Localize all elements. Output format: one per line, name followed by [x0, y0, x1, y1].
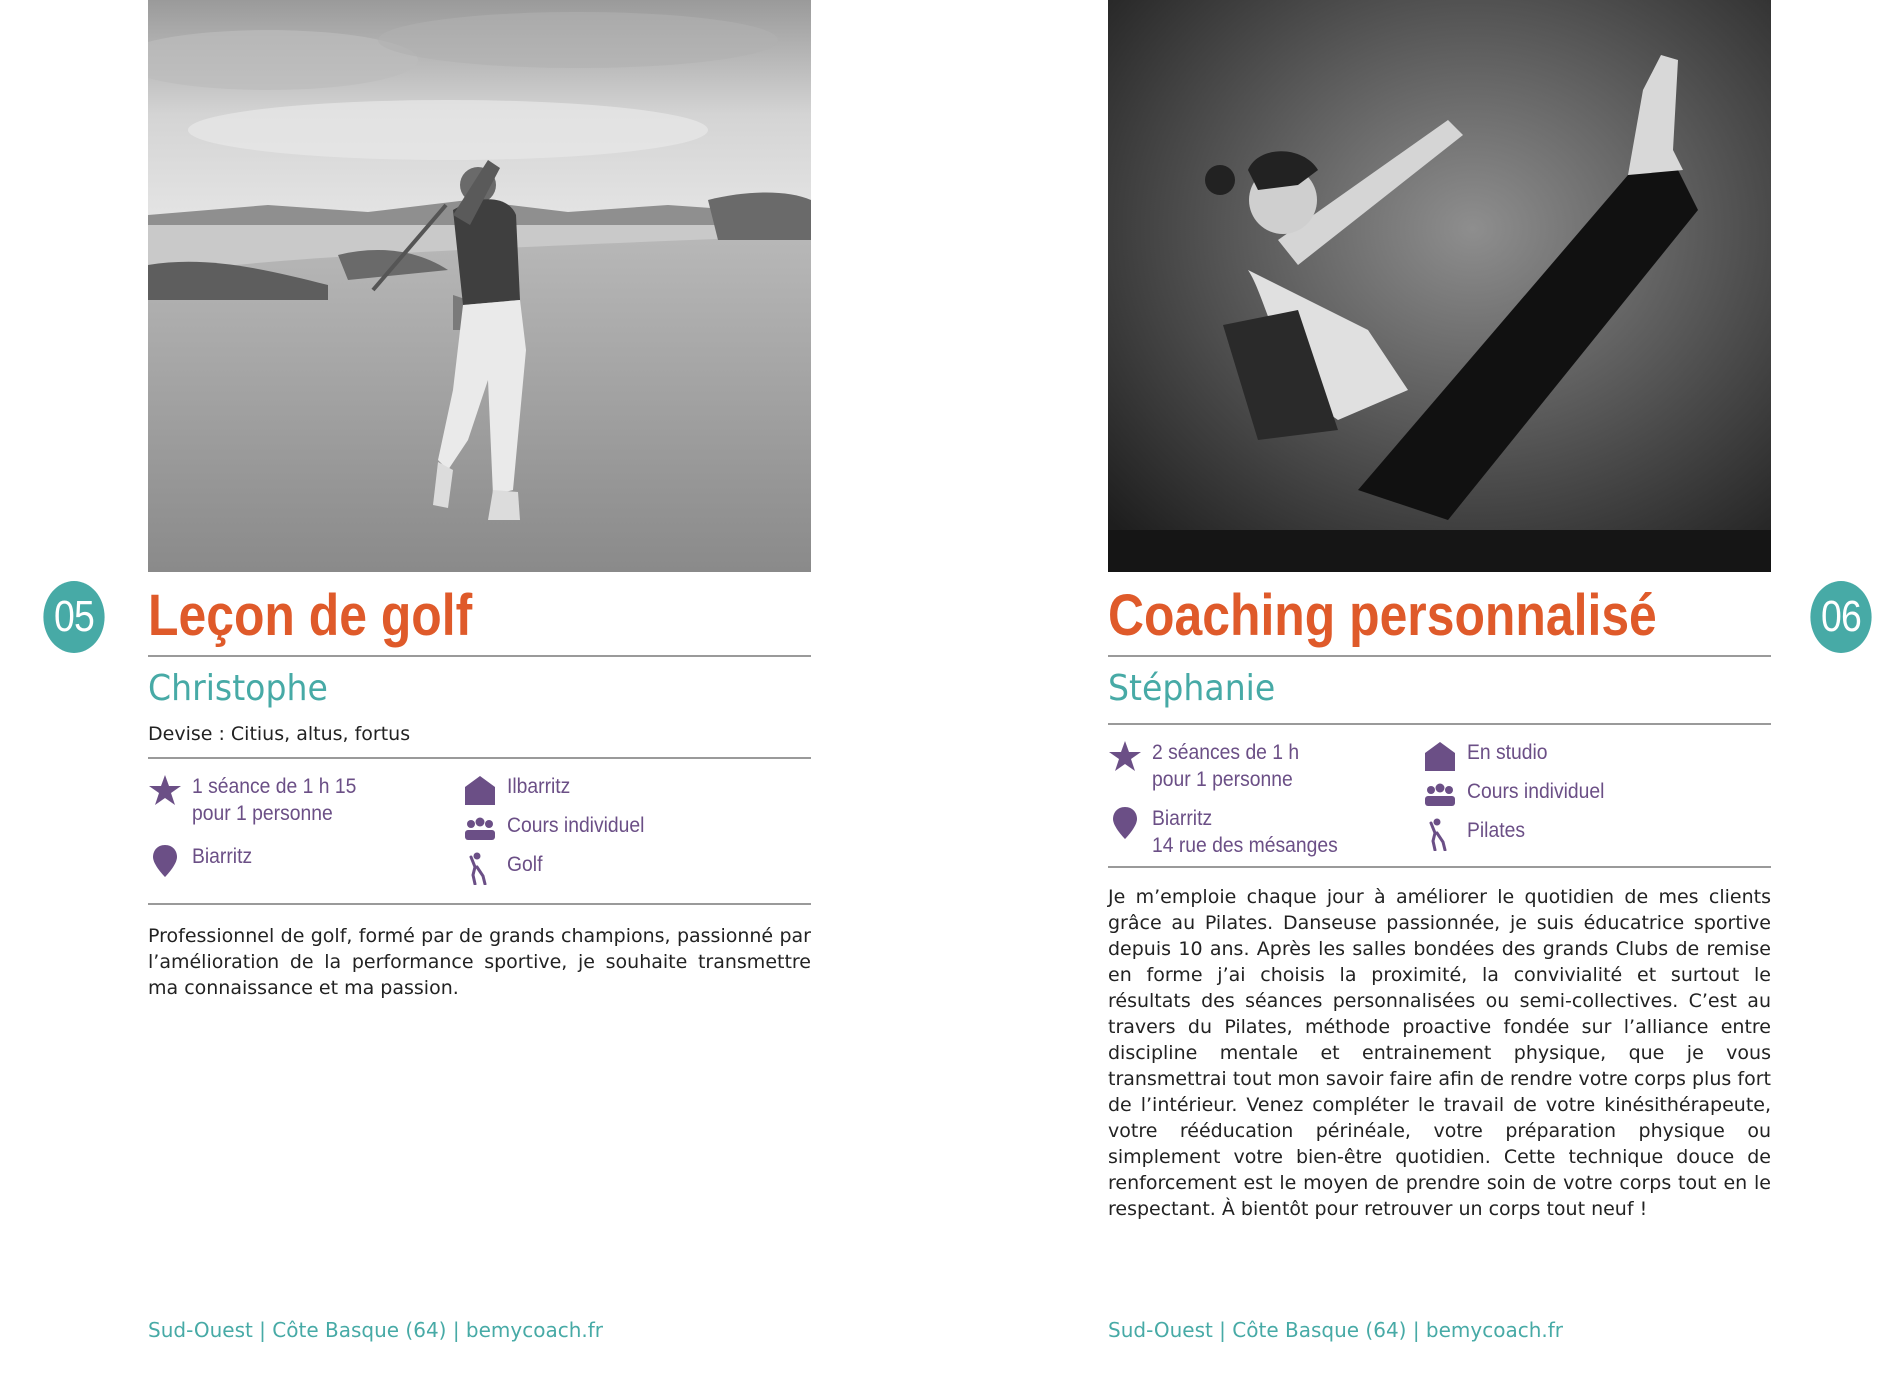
sport-text: Pilates: [1467, 818, 1525, 842]
sessions-line-2: pour 1 personne: [1152, 767, 1293, 791]
group-icon: [463, 812, 497, 846]
sessions-line-1: 2 séances de 1 h: [1152, 740, 1300, 764]
info-grid: [1108, 725, 1771, 866]
info-grid: [148, 759, 811, 903]
map-pin-icon: [148, 843, 182, 877]
right-page: [945, 0, 1890, 1380]
house-icon: [1423, 739, 1457, 773]
coach-motto: Devise : Citius, altus, fortus: [148, 722, 411, 745]
place-info: [463, 773, 576, 807]
coach-name: Christophe: [148, 668, 328, 709]
divider: [1108, 866, 1771, 868]
sessions-info: [148, 773, 371, 827]
place-text: En studio: [1467, 740, 1548, 764]
divider: [148, 655, 811, 657]
page-number-badge: 06: [1810, 581, 1871, 653]
group-icon: [1423, 778, 1457, 812]
footer-text: Sud-Ouest | Côte Basque (64) | bemycoach.fr: [1108, 1318, 1564, 1342]
sessions-info: [1108, 739, 1312, 793]
map-pin-icon: [1108, 805, 1142, 839]
location-line-1: Biarritz: [1152, 806, 1213, 830]
coach-description: Professionnel de golf, formé par de grands champions, passionné par l’amélioration de la performance sportive, je souhaite transmettre ma connaissance et ma passion.: [148, 925, 811, 1000]
location-line-2: 14 rue des mésanges: [1152, 833, 1338, 857]
star-icon: [1108, 739, 1142, 773]
place-info: [1423, 739, 1555, 773]
format-info: [1423, 778, 1616, 812]
house-icon: [463, 773, 497, 807]
coach-name: Stéphanie: [1108, 668, 1276, 709]
page-title: Coaching personnalisé: [1108, 583, 1657, 648]
sessions-line-2: pour 1 personne: [192, 802, 333, 826]
location-info: [1108, 805, 1354, 859]
sport-info: [1423, 817, 1530, 851]
left-content: [148, 581, 811, 1001]
star-icon: [148, 773, 182, 807]
pilates-photo: [1108, 0, 1771, 572]
athlete-icon: [463, 851, 497, 885]
location-text: Biarritz: [192, 845, 253, 869]
footer-text: Sud-Ouest | Côte Basque (64) | bemycoach.fr: [148, 1318, 604, 1342]
sport-info: [463, 851, 546, 885]
format-info: [463, 812, 656, 846]
sport-text: Golf: [507, 853, 543, 877]
format-text: Cours individuel: [1467, 779, 1605, 803]
location-info: [148, 843, 257, 877]
coach-description: Je m’emploie chaque jour à améliorer le quotidien de mes clients grâce au Pilates. Danseuse passionnée, je suis éducatrice sportive depuis 10 ans. Après les salles bondées des grands Clubs de remise en forme j’ai choisis la proximité, la convivialité et surtout le résultats des séances personnalisées ou semi-collectives. C’est au travers du Pilates, méthode proactive fondée sur l’alliance entre discipline mentale et entrainement physique, que je vous transmettrai tout mon savoir faire afin de rendre votre corps plus fort de l’intérieur. Venez compléter le travail de votre kinésithérapeute, votre rééducation périnéale, votre préparation physique ou simplement votre bien-être quotidien. Cette technique douce de renforcement est le moyen de prendre soin de votre corps tout en le respectant. À bientôt pour retrouver un corps tout neuf !: [1108, 885, 1771, 1220]
athlete-icon: [1423, 817, 1457, 851]
place-text: Ilbarritz: [507, 775, 571, 799]
page-title: Leçon de golf: [148, 583, 473, 648]
divider: [1108, 655, 1771, 657]
divider: [148, 903, 811, 905]
sessions-line-1: 1 séance de 1 h 15: [192, 775, 357, 799]
page-number-badge: 05: [43, 581, 104, 653]
format-text: Cours individuel: [507, 814, 645, 838]
right-content: [1108, 581, 1771, 1222]
golf-photo: [148, 0, 811, 572]
